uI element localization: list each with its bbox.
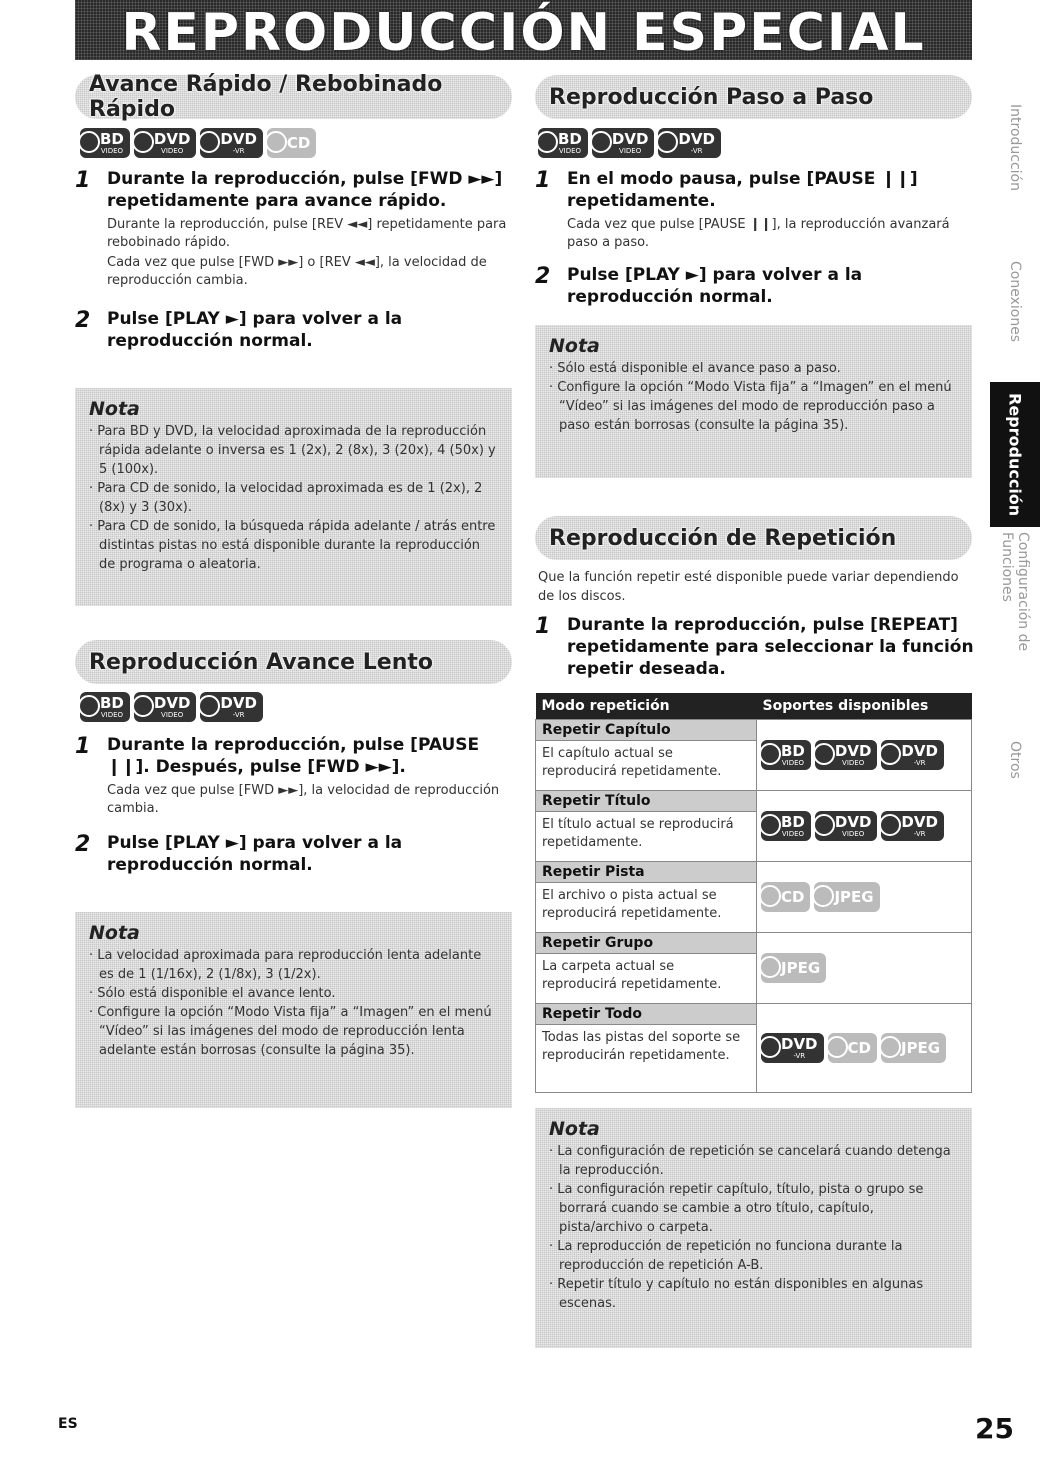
disc-icon [759, 1036, 781, 1058]
media-badge-bd [538, 128, 588, 158]
nota-step [535, 325, 972, 478]
step-heading: En el modo pausa, pulse [PAUSE ❙❙] repetidamente. [567, 169, 918, 211]
step-step-1 [535, 168, 975, 254]
disc-icon [812, 885, 834, 907]
media-badge-sublabel: VIDEO [100, 146, 124, 155]
disc-icon [536, 131, 558, 153]
media-badge-label: CD [781, 887, 805, 906]
media-badge-dvd [134, 128, 197, 158]
media-badge-jpeg [814, 882, 879, 912]
nota-item: · Repetir título y capítulo no están disponibles en algunas escenas. [549, 1275, 958, 1313]
slow-step-1 [75, 734, 515, 820]
nota-slow [75, 912, 512, 1108]
table-row [536, 862, 972, 933]
repeat-mode-name: Repetir Título [536, 791, 756, 812]
fast-step-1 [75, 168, 515, 292]
side-tab-label: Otros [1007, 741, 1023, 779]
media-badge-dvd [200, 692, 263, 722]
nota-item: · Configure la opción “Modo Vista fija” a “Imagen” en el menú “Vídeo” si las imágenes del modo de reproducción paso a paso están borrosas (consulte la página 35). [549, 378, 958, 435]
step-heading: Pulse [PLAY ►] para volver a la reproducción normal. [567, 265, 863, 307]
nota-repeat [535, 1108, 972, 1348]
step-desc: Cada vez que pulse [FWD ►►], la velocidad de reproducción cambia. [107, 783, 500, 816]
media-badge-cd [761, 882, 810, 912]
table-row [536, 720, 972, 791]
media-badge-sublabel: -VR [232, 146, 245, 155]
repeat-table [535, 693, 972, 1093]
step-heading: Durante la reproducción, pulse [FWD ►►] repetidamente para avance rápido. [107, 169, 503, 211]
nota-title: Nota [89, 398, 140, 420]
nota-title: Nota [89, 922, 140, 944]
disc-icon [826, 1036, 848, 1058]
media-badge-label: DVD [834, 812, 872, 831]
disc-icon [759, 743, 781, 765]
media-badge-sublabel: VIDEO [558, 146, 582, 155]
nota-item: · La configuración repetir capítulo, título, pista o grupo se borrará cuando se cambie a otro título, capítulo, pista/archivo o carpeta. [549, 1180, 958, 1237]
media-badge-sublabel: VIDEO [161, 146, 184, 155]
media-badge-cd [828, 1033, 877, 1063]
media-badge-bd [80, 692, 130, 722]
step-heading: Pulse [PLAY ►] para volver a la reproducción normal. [107, 309, 403, 351]
section-title-repeat: Reproducción de Repetición [535, 516, 972, 560]
repeat-mode-name: Repetir Pista [536, 862, 756, 883]
disc-icon [656, 131, 678, 153]
slow-step-2 [75, 832, 515, 876]
disc-icon [132, 695, 154, 717]
media-badge-label: JPEG [900, 1038, 941, 1057]
disc-icon [198, 695, 220, 717]
nota-item: · Sólo está disponible el avance lento. [89, 984, 498, 1003]
disc-icon [759, 956, 781, 978]
repeat-step-1 [535, 614, 975, 680]
step-number: 1 [535, 614, 551, 639]
side-tab-label: Configuración de Funciones [999, 532, 1031, 652]
disc-icon [759, 814, 781, 836]
section-title-fast: Avance Rápido / Rebobinado Rápido [75, 75, 512, 119]
media-badge-label: DVD [220, 693, 257, 712]
nota-item: · Para BD y DVD, la velocidad aproximada de la reproducción rápida adelante o inversa es 1 (2x), 2 (8x), 3 (20x), 4 (50x) y 5 (100x). [89, 422, 498, 479]
media-badge-jpeg [761, 953, 826, 983]
repeat-mode-desc: La carpeta actual se reproducirá repetidamente. [542, 959, 722, 992]
media-badge-sublabel: VIDEO [100, 710, 124, 719]
step-desc: Cada vez que pulse [PAUSE ❙❙], la reproducción avanzará paso a paso. [567, 217, 950, 250]
media-badge-label: BD [100, 129, 124, 148]
table-row [536, 1004, 972, 1093]
media-badge-dvd [881, 740, 944, 770]
table-row [536, 791, 972, 862]
step-number: 2 [75, 308, 91, 333]
media-badge-sublabel: -VR [793, 1051, 806, 1060]
media-badge-label: JPEG [834, 887, 874, 906]
side-tab[interactable] [990, 232, 1040, 372]
nota-list [89, 422, 498, 574]
media-badge-label: DVD [678, 129, 715, 148]
media-badge-label: BD [781, 741, 805, 760]
nota-title: Nota [549, 335, 600, 357]
media-badge-dvd [815, 811, 878, 841]
disc-icon [198, 131, 220, 153]
step-number: 2 [535, 264, 551, 289]
page-title-banner [75, 0, 972, 63]
disc-icon [759, 885, 781, 907]
media-badge-sublabel: -VR [690, 146, 703, 155]
media-badge-bd [80, 128, 130, 158]
repeat-mode-name: Repetir Capítulo [536, 720, 756, 741]
repeat-mode-name: Repetir Grupo [536, 933, 756, 954]
footer-lang: ES [58, 1416, 78, 1432]
nota-item: · Sólo está disponible el avance paso a paso. [549, 359, 958, 378]
media-badge-label: DVD [901, 812, 938, 831]
media-badge-label: DVD [901, 741, 938, 760]
side-tab-label: Conexiones [1007, 261, 1023, 343]
media-badge-label: DVD [153, 693, 191, 712]
media-badge-sublabel: VIDEO [619, 146, 642, 155]
media-badges-slow [80, 692, 263, 722]
media-badge-sublabel: VIDEO [781, 758, 805, 767]
media-badge-label: DVD [153, 129, 191, 148]
media-badges-fast [80, 128, 316, 158]
media-badge-label: BD [558, 129, 582, 148]
media-badge-dvd [658, 128, 721, 158]
repeat-mode-name: Repetir Todo [536, 1004, 756, 1025]
step-step-2 [535, 264, 975, 308]
step-number: 1 [75, 734, 91, 759]
disc-icon [132, 131, 154, 153]
disc-icon [879, 1036, 901, 1058]
step-number: 1 [535, 168, 551, 193]
step-number: 2 [75, 832, 91, 857]
nota-list [549, 359, 958, 435]
media-badge-label: DVD [220, 129, 257, 148]
side-tab[interactable] [990, 72, 1040, 222]
media-badge-label: CD [847, 1038, 871, 1057]
page-number: 25 [975, 1412, 1014, 1445]
media-badge-dvd [881, 811, 944, 841]
side-tab[interactable] [990, 690, 1040, 830]
media-badge-bd [761, 811, 811, 841]
repeat-mode-desc: El título actual se reproducirá repetidamente. [542, 817, 734, 850]
media-badge-sublabel: VIDEO [842, 829, 865, 838]
media-badge-label: DVD [834, 741, 872, 760]
page-title: REPRODUCCIÓN ESPECIAL [121, 3, 926, 63]
side-tab-label: Introducción [1007, 103, 1023, 191]
nota-fast [75, 388, 512, 606]
step-heading: Pulse [PLAY ►] para volver a la reproducción normal. [107, 833, 403, 875]
disc-icon [813, 814, 835, 836]
table-row [536, 933, 972, 1004]
media-badge-sublabel: -VR [913, 758, 926, 767]
repeat-intro: Que la función repetir esté disponible puede variar dependiendo de los discos. [538, 570, 959, 604]
media-badge-label: BD [100, 693, 124, 712]
media-badge-label: DVD [781, 1034, 818, 1053]
step-number: 1 [75, 168, 91, 193]
nota-item: · Configure la opción “Modo Vista fija” a “Imagen” en el menú “Vídeo” si las imágenes del modo de reproducción lenta adelante están borrosas (consulte la página 35). [89, 1003, 498, 1060]
disc-icon [813, 743, 835, 765]
repeat-mode-desc: Todas las pistas del soporte se reproducirán repetidamente. [542, 1030, 741, 1063]
media-badge-dvd [200, 128, 263, 158]
table-header-media: Soportes disponibles [757, 693, 972, 720]
side-tab-label: Reproducción [1005, 392, 1025, 517]
media-badge-sublabel: VIDEO [842, 758, 865, 767]
nota-item: · Para CD de sonido, la velocidad aproximada es de 1 (2x), 2 (8x) y 3 (30x). [89, 479, 498, 517]
disc-icon [879, 743, 901, 765]
disc-icon [78, 695, 100, 717]
nota-list [549, 1142, 958, 1313]
media-badge-dvd [592, 128, 655, 158]
media-badges-step [538, 128, 721, 158]
media-badge-label: BD [781, 812, 805, 831]
media-badge-label: CD [286, 133, 311, 152]
media-badge-cd [267, 128, 316, 158]
nota-item: · La velocidad aproximada para reproducción lenta adelante es de 1 (1/16x), 2 (1/8x), 3 (1/2x). [89, 946, 498, 984]
side-tab[interactable] [990, 532, 1040, 682]
media-badge-sublabel: -VR [232, 710, 245, 719]
step-heading: Durante la reproducción, pulse [REPEAT] repetidamente para seleccionar la función repetir deseada. [567, 615, 974, 679]
media-badge-sublabel: -VR [913, 829, 926, 838]
step-desc: Durante la reproducción, pulse [REV ◄◄] repetidamente para rebobinado rápido. [107, 217, 507, 250]
nota-title: Nota [549, 1118, 600, 1140]
fast-step-2 [75, 308, 515, 352]
side-tab[interactable] [990, 382, 1040, 527]
nota-list [89, 946, 498, 1060]
nota-item: · La reproducción de repetición no funciona durante la reproducción de repetición A-B. [549, 1237, 958, 1275]
nota-item: · La configuración de repetición se cancelará cuando detenga la reproducción. [549, 1142, 958, 1180]
disc-icon [78, 131, 100, 153]
section-title-slow: Reproducción Avance Lento [75, 640, 512, 684]
disc-icon [265, 131, 287, 153]
media-badge-label: DVD [611, 129, 649, 148]
media-badge-dvd [134, 692, 197, 722]
media-badge-sublabel: VIDEO [161, 710, 184, 719]
media-badge-dvd [761, 1033, 824, 1063]
section-title-step: Reproducción Paso a Paso [535, 75, 972, 119]
media-badge-dvd [815, 740, 878, 770]
table-header-mode: Modo repetición [536, 693, 757, 720]
step-desc: Cada vez que pulse [FWD ►►] o [REV ◄◄], la velocidad de reproducción cambia. [107, 255, 487, 288]
disc-icon [879, 814, 901, 836]
repeat-mode-desc: El capítulo actual se reproducirá repetidamente. [542, 746, 722, 779]
step-heading: Durante la reproducción, pulse [PAUSE ❙❙]. Después, pulse [FWD ►►]. [107, 735, 480, 777]
repeat-mode-desc: El archivo o pista actual se reproducirá repetidamente. [542, 888, 722, 921]
media-badge-label: JPEG [781, 958, 821, 977]
nota-item: · Para CD de sonido, la búsqueda rápida adelante / atrás entre distintas pistas no está disponible durante la reproducción de programa o aleatoria. [89, 517, 498, 574]
media-badge-sublabel: VIDEO [781, 829, 805, 838]
media-badge-jpeg [881, 1033, 946, 1063]
disc-icon [590, 131, 612, 153]
media-badge-bd [761, 740, 811, 770]
